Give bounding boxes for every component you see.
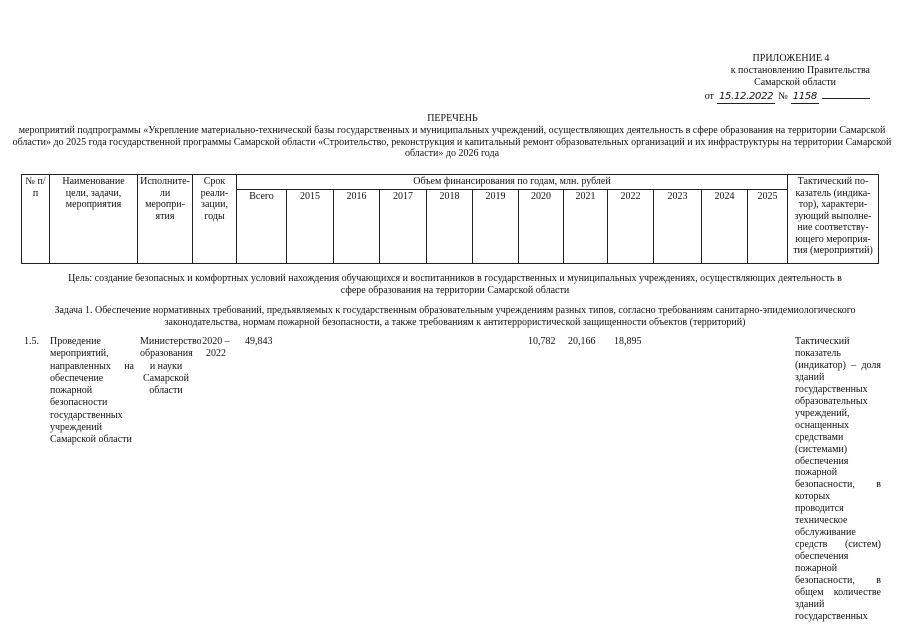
document-title: ПЕРЕЧЕНЬ bbox=[427, 113, 478, 124]
appendix-date-line bbox=[700, 89, 870, 104]
year-header-2019: 2019 bbox=[473, 190, 519, 264]
col-executor-header: Исполните-ли меропри-ятия bbox=[138, 175, 193, 264]
row-term: 2020 – 2022 bbox=[202, 336, 230, 360]
year-header-2017: 2017 bbox=[380, 190, 427, 264]
appendix-block bbox=[700, 53, 870, 104]
year-header-2022: 2022 bbox=[608, 190, 654, 264]
year-header-2024: 2024 bbox=[702, 190, 748, 264]
year-header-total: Всего bbox=[237, 190, 287, 264]
row-activity-name: Проведение мероприятий, направленных на обеспечение пожарной безопасности государственных учреждений Самарской области bbox=[50, 336, 134, 446]
col-name-header: Наименование цели, задачи, мероприятия bbox=[50, 175, 138, 264]
task-text: Задача 1. Обеспечение нормативных требований, предъявляемых к государственным образовательным учреждениям разных типов, согласно требованиям санитарно-эпидемиологического законодательства, нормам пожарной безопасности, а также требованиям к антитеррористической защищенности объектов (территорий) bbox=[54, 305, 856, 328]
col-number-header: № п/п bbox=[22, 175, 50, 264]
year-header-2021: 2021 bbox=[564, 190, 608, 264]
number-label: № bbox=[778, 91, 788, 102]
year-header-2023: 2023 bbox=[654, 190, 702, 264]
from-label: от bbox=[704, 91, 714, 102]
decree-date: 15.12.2022 bbox=[718, 91, 774, 102]
year-header-2015: 2015 bbox=[287, 190, 334, 264]
appendix-line2: к постановлению Правительства bbox=[730, 65, 870, 76]
number-underline bbox=[822, 89, 870, 99]
year-header-2025: 2025 bbox=[748, 190, 788, 264]
row-number: 1.5. bbox=[24, 336, 39, 347]
col-indicator-header: Тактический по-казатель (индика-тор), характери-зующий выполне-ние соответству-ющего мероприя-тия (мероприятий) bbox=[788, 175, 879, 264]
row-value-b: 20,166 bbox=[568, 336, 596, 347]
year-header-2018: 2018 bbox=[427, 190, 473, 264]
row-value-a: 10,782 bbox=[528, 336, 556, 347]
appendix-line3: Самарской области bbox=[754, 77, 836, 88]
goal-text: Цель: создание безопасных и комфортных условий нахождения обучающихся и воспитанников в государственных и муниципальных учреждениях, осуществляющих деятельность в сфере образования на территории Самарской области bbox=[68, 273, 842, 296]
row-indicator: Тактический показатель (индикатор) – доля зданий государственных образовательных учреждений, оснащенных средствами (системами) обеспечения пожарной безопасности, в которых проводится техническое обслуживание средств (систем) обеспечения пожарной безопасности, в общем количестве зданий государственных bbox=[795, 336, 881, 622]
row-value-c: 18,895 bbox=[614, 336, 642, 347]
col-term-header: Срок реали-зации, годы bbox=[193, 175, 237, 264]
funding-table-header bbox=[21, 174, 879, 264]
row-total-value: 49,843 bbox=[245, 336, 273, 347]
col-funding-header: Объем финансирования по годам, млн. рублей bbox=[237, 175, 788, 190]
decree-number: 1158 bbox=[792, 91, 817, 102]
appendix-title: ПРИЛОЖЕНИЕ 4 bbox=[752, 53, 830, 64]
document-subtitle: мероприятий подпрограммы «Укрепление материально-технической базы государственных и муниципальных учреждений, осуществляющих деятельность в сфере образования на территории Самарской области» до 2025 года государственной программы Самарской области «Строительство, реконструкция и капитальный ремонт образовательных организаций и их инфраструктуры на территории Самарской области» до 2026 года bbox=[12, 125, 892, 159]
year-header-2020: 2020 bbox=[519, 190, 564, 264]
row-executor: Министерство образования и науки Самарской области bbox=[140, 336, 202, 397]
year-header-2016: 2016 bbox=[334, 190, 380, 264]
